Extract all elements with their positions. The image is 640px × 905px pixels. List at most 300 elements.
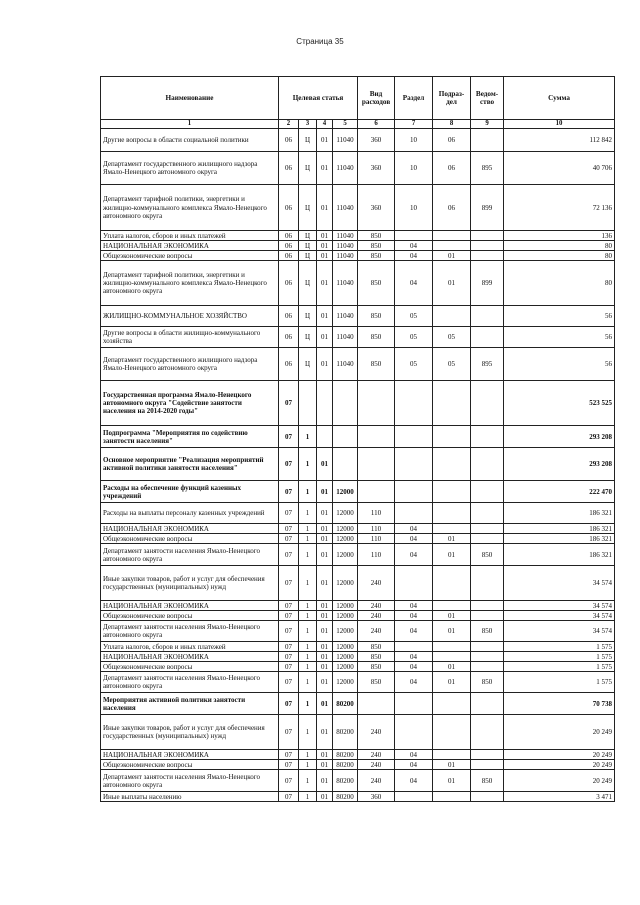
cell-vedomstvo — [471, 693, 504, 715]
cell-razdel: 05 — [395, 327, 433, 348]
cell-razdel — [395, 503, 433, 524]
cell-vid: 850 — [358, 306, 395, 327]
cell-podrazdel: 05 — [433, 348, 471, 381]
cell-razdel: 04 — [395, 750, 433, 760]
cell-vid: 360 — [358, 792, 395, 802]
cell-razdel — [395, 642, 433, 652]
column-number: 6 — [358, 120, 395, 129]
cell-vedomstvo — [471, 760, 504, 770]
cell-vedomstvo: 850 — [471, 672, 504, 693]
cell-program: 07 — [279, 715, 299, 750]
cell-sum: 186 321 — [504, 503, 615, 524]
cell-podrazdel: 06 — [433, 152, 471, 185]
table-row — [101, 327, 615, 348]
cell-program: 07 — [279, 503, 299, 524]
cell-vid: 240 — [358, 611, 395, 621]
cell-sum: 186 321 — [504, 534, 615, 544]
cell-vid: 110 — [358, 524, 395, 534]
table-row — [101, 426, 615, 448]
cell-name: Департамент занятости населения Ямало-Ненецкого автономного округа — [101, 770, 279, 792]
cell-subprogram: Ц — [299, 129, 317, 152]
table-row — [101, 672, 615, 693]
cell-subprogram: 1 — [299, 662, 317, 672]
col-header-podrazdel: Подраз-дел — [433, 77, 471, 120]
cell-razdel: 04 — [395, 261, 433, 306]
cell-subprogram: Ц — [299, 261, 317, 306]
cell-vedomstvo: 850 — [471, 621, 504, 642]
cell-program: 07 — [279, 566, 299, 601]
cell-event: 01 — [317, 524, 333, 534]
cell-program: 07 — [279, 792, 299, 802]
column-number: 5 — [333, 120, 358, 129]
cell-name: Департамент тарифной политики, энергетики и жилищно-коммунального комплекса Ямало-Ненецкого автономного округа — [101, 261, 279, 306]
cell-subprogram: 1 — [299, 750, 317, 760]
cell-name: НАЦИОНАЛЬНАЯ ЭКОНОМИКА — [101, 750, 279, 760]
cell-name: Подпрограмма "Мероприятия по содействию занятости населения" — [101, 426, 279, 448]
col-header-razdel: Раздел — [395, 77, 433, 120]
col-header-vedomstvo: Ведом-ство — [471, 77, 504, 120]
cell-vid: 360 — [358, 152, 395, 185]
col-header-name: Наименование — [101, 77, 279, 120]
cell-direction: 11040 — [333, 327, 358, 348]
cell-name: Общеэкономические вопросы — [101, 662, 279, 672]
cell-name: Иные выплаты населению — [101, 792, 279, 802]
cell-event: 01 — [317, 652, 333, 662]
cell-vedomstvo — [471, 566, 504, 601]
cell-vedomstvo: 899 — [471, 185, 504, 231]
table-row — [101, 611, 615, 621]
cell-direction: 11040 — [333, 152, 358, 185]
cell-vid — [358, 693, 395, 715]
cell-subprogram: 1 — [299, 715, 317, 750]
cell-vid: 110 — [358, 534, 395, 544]
cell-program: 06 — [279, 327, 299, 348]
table-row — [101, 481, 615, 503]
cell-vid: 240 — [358, 770, 395, 792]
cell-podrazdel — [433, 481, 471, 503]
cell-podrazdel — [433, 306, 471, 327]
cell-razdel: 04 — [395, 611, 433, 621]
cell-name: НАЦИОНАЛЬНАЯ ЭКОНОМИКА — [101, 524, 279, 534]
table-row — [101, 662, 615, 672]
cell-podrazdel — [433, 715, 471, 750]
cell-subprogram: Ц — [299, 231, 317, 241]
cell-direction — [333, 448, 358, 481]
cell-vedomstvo — [471, 381, 504, 426]
cell-program: 07 — [279, 524, 299, 534]
cell-vid: 110 — [358, 503, 395, 524]
column-number: 10 — [504, 120, 615, 129]
cell-event: 01 — [317, 231, 333, 241]
cell-subprogram: Ц — [299, 185, 317, 231]
table-row — [101, 652, 615, 662]
cell-vedomstvo — [471, 426, 504, 448]
cell-vid: 850 — [358, 662, 395, 672]
cell-direction: 12000 — [333, 652, 358, 662]
cell-sum: 72 136 — [504, 185, 615, 231]
cell-event: 01 — [317, 129, 333, 152]
cell-vedomstvo: 850 — [471, 770, 504, 792]
column-number: 2 — [279, 120, 299, 129]
table-row — [101, 348, 615, 381]
table-body — [101, 129, 615, 802]
cell-razdel — [395, 448, 433, 481]
cell-vedomstvo — [471, 448, 504, 481]
cell-direction: 80200 — [333, 693, 358, 715]
cell-name: Уплата налогов, сборов и иных платежей — [101, 642, 279, 652]
table-row — [101, 566, 615, 601]
cell-sum: 34 574 — [504, 611, 615, 621]
cell-subprogram: Ц — [299, 241, 317, 251]
cell-direction: 80200 — [333, 760, 358, 770]
table-row — [101, 750, 615, 760]
cell-name: НАЦИОНАЛЬНАЯ ЭКОНОМИКА — [101, 601, 279, 611]
cell-sum: 20 249 — [504, 715, 615, 750]
table-row — [101, 792, 615, 802]
cell-subprogram: 1 — [299, 621, 317, 642]
table-row — [101, 231, 615, 241]
cell-name: Мероприятия активной политики занятости населения — [101, 693, 279, 715]
cell-sum: 136 — [504, 231, 615, 241]
cell-subprogram — [299, 381, 317, 426]
cell-subprogram: 1 — [299, 693, 317, 715]
cell-podrazdel — [433, 693, 471, 715]
cell-sum: 1 575 — [504, 652, 615, 662]
cell-name: Расходы на выплаты персоналу казенных учреждений — [101, 503, 279, 524]
cell-name: Государственная программа Ямало-Ненецкого автономного округа "Содействие занятости населения на 2014-2020 годы" — [101, 381, 279, 426]
cell-program: 06 — [279, 261, 299, 306]
cell-name: Департамент государственного жилищного надзора Ямало-Ненецкого автономного округа — [101, 152, 279, 185]
cell-name: НАЦИОНАЛЬНАЯ ЭКОНОМИКА — [101, 652, 279, 662]
table-row — [101, 306, 615, 327]
cell-vid: 110 — [358, 544, 395, 566]
cell-subprogram: 1 — [299, 544, 317, 566]
cell-name: Основное мероприятие "Реализация мероприятий активной политики занятости населения" — [101, 448, 279, 481]
cell-podrazdel: 01 — [433, 672, 471, 693]
cell-vedomstvo: 899 — [471, 261, 504, 306]
page-header: Страница 35 — [296, 37, 344, 46]
cell-vid: 360 — [358, 185, 395, 231]
cell-program: 07 — [279, 642, 299, 652]
cell-program: 07 — [279, 750, 299, 760]
cell-direction — [333, 426, 358, 448]
cell-vedomstvo: 895 — [471, 348, 504, 381]
cell-program: 07 — [279, 426, 299, 448]
cell-program: 07 — [279, 621, 299, 642]
cell-direction: 12000 — [333, 544, 358, 566]
cell-program: 07 — [279, 611, 299, 621]
cell-sum: 70 738 — [504, 693, 615, 715]
cell-podrazdel — [433, 241, 471, 251]
cell-razdel: 05 — [395, 306, 433, 327]
table-row — [101, 448, 615, 481]
cell-vid: 360 — [358, 129, 395, 152]
cell-subprogram: 1 — [299, 770, 317, 792]
cell-event: 01 — [317, 241, 333, 251]
cell-sum: 1 575 — [504, 672, 615, 693]
cell-podrazdel — [433, 231, 471, 241]
cell-razdel: 04 — [395, 672, 433, 693]
cell-subprogram: 1 — [299, 524, 317, 534]
table-row — [101, 693, 615, 715]
cell-program: 06 — [279, 251, 299, 261]
cell-podrazdel — [433, 652, 471, 662]
cell-program: 07 — [279, 760, 299, 770]
cell-sum: 80 — [504, 251, 615, 261]
column-number: 8 — [433, 120, 471, 129]
table-row — [101, 129, 615, 152]
cell-program: 06 — [279, 152, 299, 185]
cell-razdel: 04 — [395, 662, 433, 672]
cell-event: 01 — [317, 760, 333, 770]
cell-vid: 240 — [358, 601, 395, 611]
cell-direction: 11040 — [333, 231, 358, 241]
table-row — [101, 152, 615, 185]
cell-razdel — [395, 693, 433, 715]
table-row — [101, 534, 615, 544]
cell-podrazdel: 01 — [433, 662, 471, 672]
cell-program: 07 — [279, 534, 299, 544]
cell-direction: 12000 — [333, 534, 358, 544]
cell-podrazdel — [433, 750, 471, 760]
cell-razdel: 04 — [395, 251, 433, 261]
cell-event: 01 — [317, 348, 333, 381]
cell-sum: 293 208 — [504, 426, 615, 448]
cell-vedomstvo — [471, 601, 504, 611]
cell-direction: 11040 — [333, 241, 358, 251]
cell-sum: 80 — [504, 241, 615, 251]
cell-event: 01 — [317, 672, 333, 693]
cell-sum: 293 208 — [504, 448, 615, 481]
cell-direction: 80200 — [333, 770, 358, 792]
cell-podrazdel — [433, 642, 471, 652]
cell-event: 01 — [317, 185, 333, 231]
cell-name: ЖИЛИЩНО-КОММУНАЛЬНОЕ ХОЗЯЙСТВО — [101, 306, 279, 327]
cell-event: 01 — [317, 566, 333, 601]
cell-event: 01 — [317, 715, 333, 750]
cell-program: 07 — [279, 652, 299, 662]
cell-vedomstvo — [471, 129, 504, 152]
cell-sum: 222 470 — [504, 481, 615, 503]
cell-event: 01 — [317, 448, 333, 481]
cell-name: Департамент занятости населения Ямало-Ненецкого автономного округа — [101, 621, 279, 642]
cell-name: Уплата налогов, сборов и иных платежей — [101, 231, 279, 241]
cell-sum: 80 — [504, 261, 615, 306]
cell-vid: 240 — [358, 760, 395, 770]
cell-direction: 11040 — [333, 251, 358, 261]
cell-event: 01 — [317, 693, 333, 715]
cell-razdel: 10 — [395, 152, 433, 185]
cell-direction: 12000 — [333, 662, 358, 672]
table-row — [101, 621, 615, 642]
cell-program: 07 — [279, 448, 299, 481]
cell-direction: 80200 — [333, 792, 358, 802]
cell-razdel: 04 — [395, 621, 433, 642]
cell-razdel: 04 — [395, 760, 433, 770]
cell-vedomstvo — [471, 652, 504, 662]
cell-direction: 12000 — [333, 642, 358, 652]
cell-subprogram: Ц — [299, 327, 317, 348]
cell-podrazdel: 01 — [433, 251, 471, 261]
cell-podrazdel — [433, 601, 471, 611]
cell-razdel — [395, 381, 433, 426]
cell-vid: 240 — [358, 621, 395, 642]
cell-name: Общеэкономические вопросы — [101, 611, 279, 621]
cell-sum: 40 706 — [504, 152, 615, 185]
cell-event: 01 — [317, 251, 333, 261]
cell-program: 07 — [279, 770, 299, 792]
cell-podrazdel: 06 — [433, 129, 471, 152]
cell-razdel: 04 — [395, 601, 433, 611]
cell-razdel — [395, 481, 433, 503]
cell-podrazdel: 01 — [433, 621, 471, 642]
cell-event: 01 — [317, 750, 333, 760]
cell-vid: 240 — [358, 715, 395, 750]
cell-subprogram: 1 — [299, 760, 317, 770]
cell-podrazdel — [433, 381, 471, 426]
cell-event: 01 — [317, 601, 333, 611]
cell-program: 06 — [279, 306, 299, 327]
cell-razdel — [395, 566, 433, 601]
cell-podrazdel: 01 — [433, 770, 471, 792]
cell-podrazdel: 06 — [433, 185, 471, 231]
cell-direction: 12000 — [333, 481, 358, 503]
cell-subprogram: 1 — [299, 481, 317, 503]
cell-razdel — [395, 792, 433, 802]
cell-program: 07 — [279, 672, 299, 693]
cell-subprogram: Ц — [299, 306, 317, 327]
table-row — [101, 770, 615, 792]
cell-direction: 11040 — [333, 348, 358, 381]
cell-sum: 20 249 — [504, 750, 615, 760]
cell-program: 07 — [279, 662, 299, 672]
cell-podrazdel — [433, 792, 471, 802]
cell-razdel: 10 — [395, 129, 433, 152]
cell-event: 01 — [317, 621, 333, 642]
cell-vid — [358, 448, 395, 481]
cell-vedomstvo: 895 — [471, 152, 504, 185]
cell-podrazdel: 01 — [433, 544, 471, 566]
col-header-summa: Сумма — [504, 77, 615, 120]
table-row — [101, 715, 615, 750]
cell-vedomstvo — [471, 715, 504, 750]
cell-name: Другие вопросы в области социальной политики — [101, 129, 279, 152]
cell-vedomstvo — [471, 251, 504, 261]
cell-direction: 12000 — [333, 621, 358, 642]
column-number: 3 — [299, 120, 317, 129]
cell-direction: 11040 — [333, 185, 358, 231]
cell-program: 07 — [279, 601, 299, 611]
table-row — [101, 251, 615, 261]
cell-sum: 34 574 — [504, 566, 615, 601]
cell-vid — [358, 481, 395, 503]
cell-event: 01 — [317, 642, 333, 652]
cell-vedomstvo — [471, 662, 504, 672]
cell-direction: 12000 — [333, 611, 358, 621]
cell-vedomstvo — [471, 642, 504, 652]
table-row — [101, 241, 615, 251]
cell-event: 01 — [317, 792, 333, 802]
cell-sum: 523 525 — [504, 381, 615, 426]
cell-event: 01 — [317, 534, 333, 544]
cell-vedomstvo: 850 — [471, 544, 504, 566]
cell-subprogram: 1 — [299, 652, 317, 662]
cell-vedomstvo — [471, 792, 504, 802]
cell-name: Департамент государственного жилищного надзора Ямало-Ненецкого автономного округа — [101, 348, 279, 381]
cell-direction — [333, 381, 358, 426]
cell-razdel — [395, 715, 433, 750]
cell-podrazdel: 01 — [433, 261, 471, 306]
cell-vedomstvo — [471, 241, 504, 251]
cell-direction: 12000 — [333, 503, 358, 524]
cell-vedomstvo — [471, 611, 504, 621]
cell-name: Другие вопросы в области жилищно-коммунального хозяйства — [101, 327, 279, 348]
column-number-row — [101, 120, 615, 129]
cell-podrazdel — [433, 503, 471, 524]
cell-razdel — [395, 231, 433, 241]
cell-subprogram: 1 — [299, 672, 317, 693]
cell-vid: 850 — [358, 652, 395, 662]
cell-subprogram: 1 — [299, 601, 317, 611]
cell-sum: 56 — [504, 348, 615, 381]
cell-direction: 11040 — [333, 261, 358, 306]
cell-subprogram: 1 — [299, 426, 317, 448]
cell-program: 06 — [279, 185, 299, 231]
cell-name: НАЦИОНАЛЬНАЯ ЭКОНОМИКА — [101, 241, 279, 251]
cell-razdel: 04 — [395, 544, 433, 566]
cell-event — [317, 426, 333, 448]
cell-vedomstvo — [471, 503, 504, 524]
cell-event: 01 — [317, 152, 333, 185]
cell-podrazdel: 01 — [433, 611, 471, 621]
cell-program: 07 — [279, 693, 299, 715]
cell-vedomstvo — [471, 534, 504, 544]
cell-name: Департамент тарифной политики, энергетики и жилищно-коммунального комплекса Ямало-Ненецкого автономного округа — [101, 185, 279, 231]
cell-vedomstvo — [471, 327, 504, 348]
cell-program: 07 — [279, 381, 299, 426]
cell-direction: 80200 — [333, 715, 358, 750]
cell-razdel: 04 — [395, 524, 433, 534]
cell-program: 06 — [279, 231, 299, 241]
cell-vid: 850 — [358, 642, 395, 652]
cell-razdel: 04 — [395, 652, 433, 662]
cell-sum: 1 575 — [504, 662, 615, 672]
cell-subprogram: 1 — [299, 792, 317, 802]
table-row — [101, 601, 615, 611]
cell-podrazdel: 05 — [433, 327, 471, 348]
cell-vid: 850 — [358, 327, 395, 348]
cell-event: 01 — [317, 327, 333, 348]
cell-sum: 56 — [504, 327, 615, 348]
cell-vid: 850 — [358, 261, 395, 306]
cell-program: 06 — [279, 348, 299, 381]
cell-event: 01 — [317, 770, 333, 792]
cell-subprogram: Ц — [299, 152, 317, 185]
cell-subprogram: 1 — [299, 611, 317, 621]
cell-podrazdel — [433, 448, 471, 481]
cell-sum: 20 249 — [504, 770, 615, 792]
cell-vid — [358, 426, 395, 448]
table-row — [101, 544, 615, 566]
table-row — [101, 524, 615, 534]
cell-subprogram: Ц — [299, 251, 317, 261]
cell-vedomstvo — [471, 750, 504, 760]
table-row — [101, 642, 615, 652]
table-row — [101, 760, 615, 770]
cell-event: 01 — [317, 503, 333, 524]
cell-name: Департамент занятости населения Ямало-Ненецкого автономного округа — [101, 544, 279, 566]
cell-subprogram: 1 — [299, 503, 317, 524]
